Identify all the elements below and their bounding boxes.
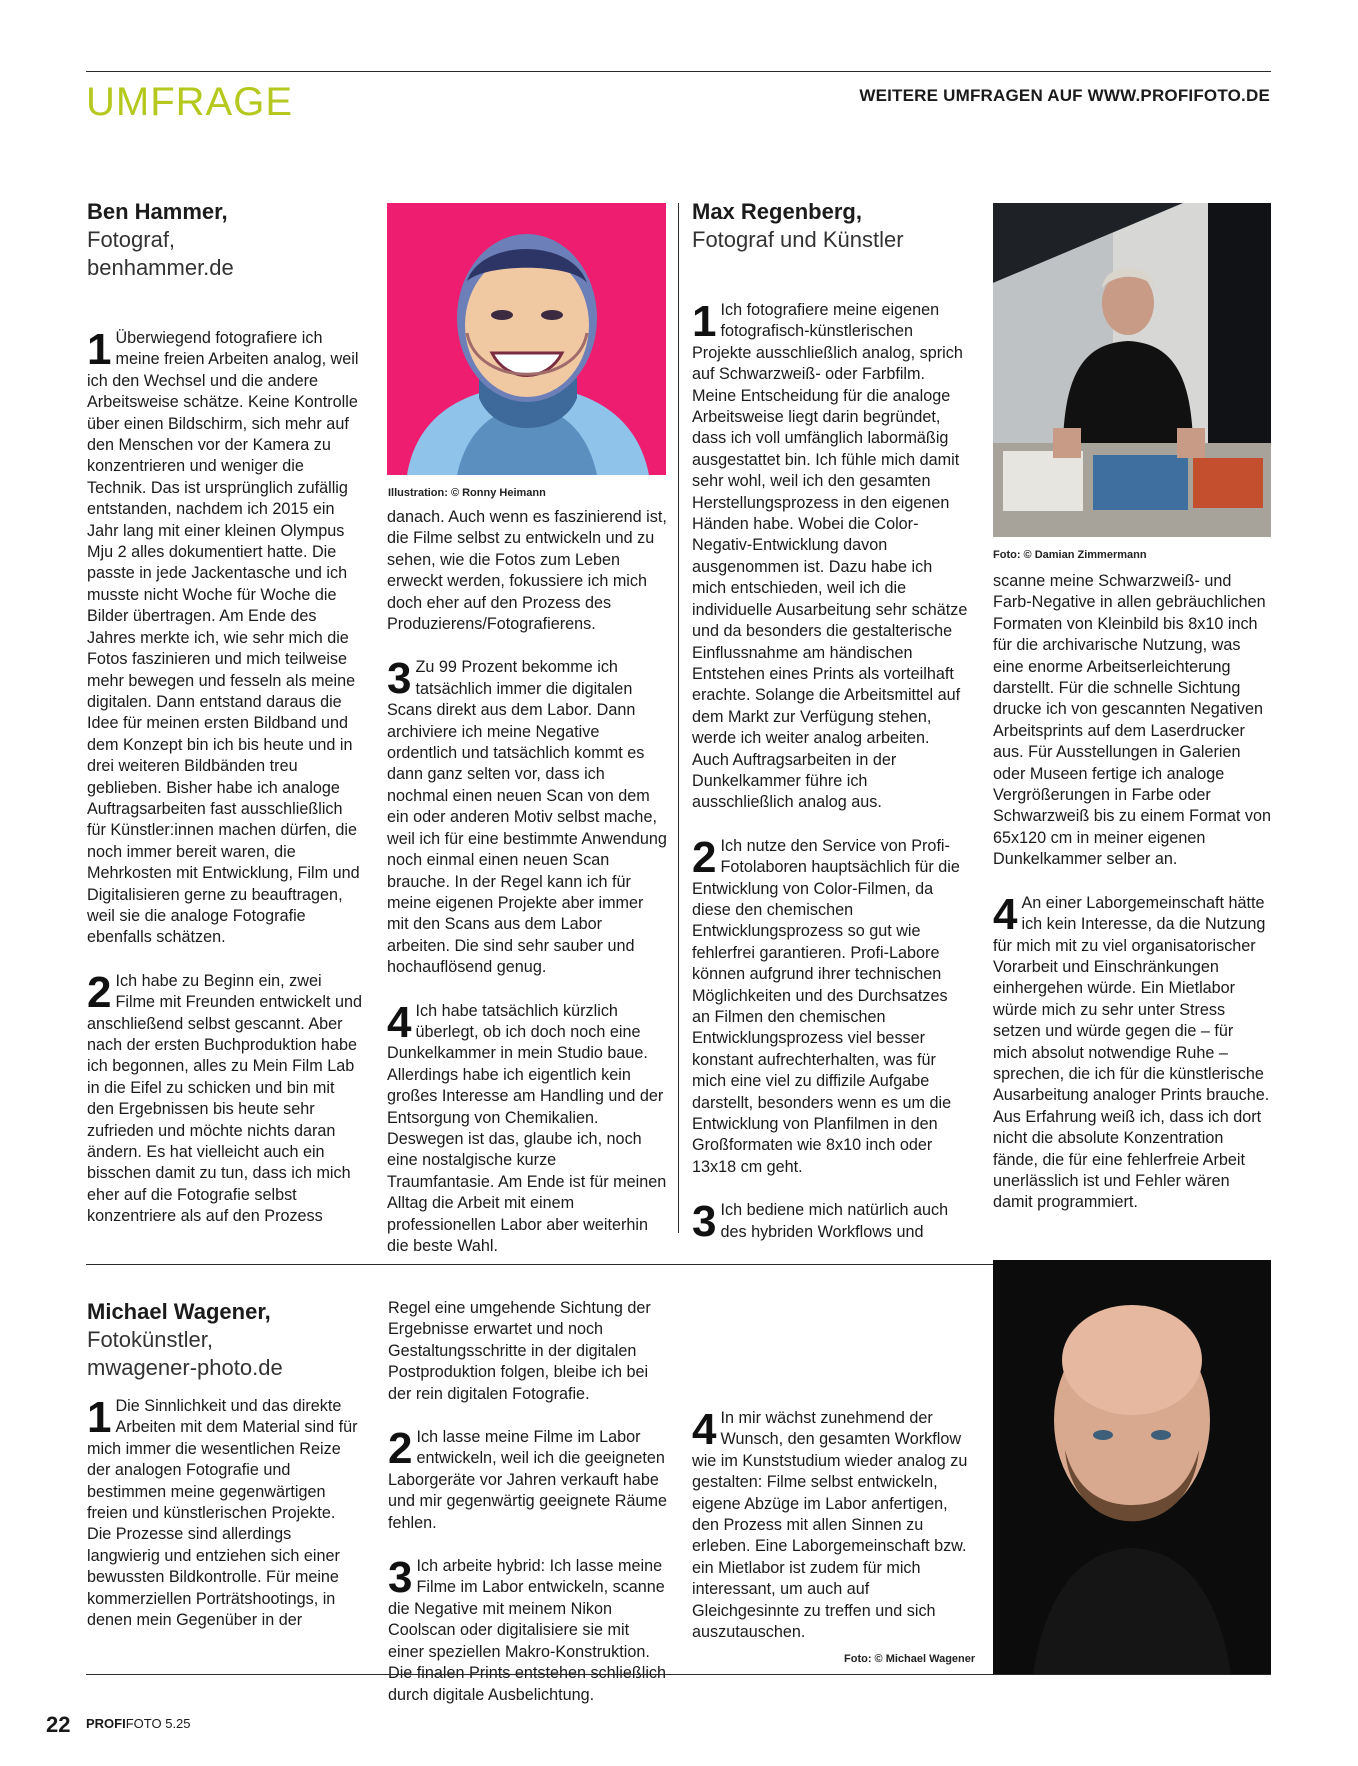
michael-answer-2 (388, 1424, 668, 1534)
michael-answer-1-continued: Regel eine umgehende Sichtung der Ergebnisse erwartet und noch Gestaltungsschritte in der digitalen Postproduktion folgen, bleibe ich bei der rein digitalen Fotografie. (388, 1299, 651, 1403)
section-label: UMFRAGE (86, 80, 293, 124)
max-answer-3-continued: scanne meine Schwarzweiß- und Farb-Negative in allen gebräuchlichen Formaten von Kleinbild bis 8x10 inch für die archivarische Nutzung, was eine enorme Arbeitserleichterung darstellt. Für die schnelle Sichtung drucke ich von gescannten Negativen Arbeitsprints auf dem Laserdrucker aus. Für Ausstellungen in Galerien oder Museen fertige ich analoge Vergrößerungen in Farbe oder Schwarzweiß bis zu einem Format von 65x120 cm in meiner eigenen Dunkelkammer selber an. (993, 572, 1271, 869)
ben-name: Ben Hammer, (87, 199, 228, 224)
max-answer-2 (692, 832, 970, 1179)
magazine-name-bold: PROFI (86, 1716, 126, 1731)
max-column-1 (692, 198, 970, 1265)
answer-number-3: 3 (388, 1553, 413, 1603)
michael-website[interactable]: mwagener-photo.de (87, 1355, 283, 1380)
ben-answer-3 (387, 654, 667, 978)
max-photo-caption: Foto: © Damian Zimmermann (993, 549, 1147, 561)
michael-column-1 (87, 1298, 363, 1653)
answer-number-3: 3 (387, 654, 412, 704)
answer-number-2: 2 (87, 967, 112, 1017)
ben-illustration-caption: Illustration: © Ronny Heimann (388, 487, 546, 499)
michael-portrait-photo (993, 1260, 1271, 1674)
ben-answer-4-text: Ich habe tatsächlich kürzlich überlegt, ob ich doch noch eine Dunkelkammer in mein Studio baue. Allerdings habe ich eigentlich kein großes Interesse am Handling und der Entsorgung von Chemikalien. Deswegen ist das, glaube ich, noch eine nostalgische kurze Traumfantasie. Am Ende ist für meinen Alltag die Arbeit mit einem professionellen Labor aber weiterhin die beste Wahl. (387, 1001, 667, 1255)
ben-website[interactable]: benhammer.de (87, 255, 234, 280)
max-photo (993, 203, 1271, 537)
answer-number-3: 3 (692, 1197, 717, 1247)
michael-answer-2-text: Ich lasse meine Filme im Labor entwickeln, weil ich die geeigneten Laborgeräte vor Jahren verkauft habe und mir gegenwärtig geeignete Räume fehlen. (388, 1428, 667, 1532)
max-answer-1-text: Ich fotografiere meine eigenen fotografisch-künstlerischen Projekte ausschließlich analog, sprich auf Schwarzweiß- oder Farbfilm. Meine Entscheidung für die analoge Arbeitsweise liegt darin begründet, dass ich voll umfänglich labormäßig ausgestattet bin. Ich fühle mich damit sehr wohl, weil ich den gesamten Herstellungsprozess in den eigenen Händen habe. Wobei die Color-Negativ-Entwicklung davon ausgenommen ist. Dazu habe ich mich entschieden, weil ich die individuelle Ausarbeitung sehr schätze und da besonders die gestalterische Einflussnahme am händischen Entstehen eines Prints als vorteilhaft erachte. Solange die Arbeitsmittel auf dem Markt zur Verfügung stehen, werde ich weiter analog arbeiten. Auch Auftragsarbeiten in der Dunkelkammer führe ich ausschließlich analog aus. (692, 301, 968, 812)
top-rule (86, 71, 1271, 72)
answer-number-1: 1 (87, 325, 112, 374)
max-answer-3 (692, 1197, 970, 1247)
max-answer-4 (993, 889, 1271, 1214)
michael-answer-4 (692, 1405, 970, 1643)
max-answer-2-text: Ich nutze den Service von Profi-Fotolaboren hauptsächlich für die Entwicklung von Color-Filmen, da diese den chemischen Entwicklungsprozess so gut wie fehlerfrei garantieren. Profi-Labore können aufgrund ihrer technischen Möglichkeiten und des Durchsatzes an Filmen den chemischen Entwicklungsprozess viel besser konstant aufrechterhalten, was für mich eine viel zu diffizile Aufgabe darstellt, besonders wenn es um die Entwicklung von Planfilmen in den Großformaten wie 8x10 inch oder 13x18 cm geht. (692, 836, 960, 1176)
ben-answer-1 (87, 325, 363, 949)
michael-photo-caption: Foto: © Michael Wagener (844, 1653, 976, 1665)
ben-illustration (387, 203, 666, 475)
max-answer-4-text: An einer Laborgemeinschaft hätte ich kein Interesse, da die Nutzung für mich mit zu viel organisatorischer Vorarbeit und Einschränkungen einhergehen würde. Ein Mietlabor würde mich zu sehr unter Stress setzen und würde gegen die – für mich absolut notwendige Ruhe – sprechen, die ich für die künstlerische Ausarbeitung analoger Prints brauche. Aus Erfahrung weiß ich, dass ich dort nicht die absolute Konzentration fände, die für eine fehlerfreie Arbeit unerlässlich ist und Fehler wären damit programmiert. (993, 893, 1270, 1212)
max-role: Fotograf und Künstler (692, 227, 904, 252)
ben-answer-3-text: Zu 99 Prozent bekomme ich tatsächlich immer die digitalen Scans direkt aus dem Labor. Dann archiviere ich meine Negative ordentlich und tatsächlich kommt es dann ganz selten vor, dass ich nochmal einen neuen Scan von dem ein oder anderen Motiv selbst mache, weil ich für eine bestimmte Anwendung noch einmal einen neuen Scan brauche. In der Regel kann ich für meine eigenen Projekte aber immer mit den Scans aus dem Labor arbeiten. Die sind sehr sauber und hochauflösend genug. (387, 658, 667, 977)
ben-answer-2-text: Ich habe zu Beginn ein, zwei Filme mit Freunden entwickelt und anschließend selbst gescannt. Aber nach der ersten Buchproduktion habe ich begonnen, alles zu Mein Film Lab in die Eifel zu schicken und bin mit den Ergebnissen bis heute sehr zufrieden und möchte nichts daran ändern. Es hat vielleicht auch ein bisschen damit zu tun, dass ich mich eher auf die Fotografie selbst konzentriere als auf den Prozess (87, 971, 362, 1226)
max-answer-1 (692, 297, 970, 814)
answer-number-1: 1 (692, 297, 717, 346)
ben-answer-1-text: Überwiegend fotografiere ich meine freien Arbeiten analog, weil ich den Wechsel und die andere Arbeitsweise schätze. Keine Kontrolle über einen Bildschirm, sich mehr auf den Menschen vor der Kamera zu konzentrieren und weniger die Technik. Das ist ursprünglich zufällig entstanden, nachdem ich 2015 ein Jahr lang mit einer kleinen Olympus Mju 2 alles dokumentiert hatte. Die passte in jede Jackentasche und ich musste nicht Woche für Woche die Bilder übertragen. Am Ende des Jahres merkte ich, wie sehr mich die Fotos faszinieren und mich teilweise mehr bewegen und fesseln als meine digitalen. Dann entstand daraus die Idee für meinen ersten Bildband und dem Konzept bin ich bis heute und in drei weiteren Bildbänden treu geblieben. Bisher habe ich analoge Auftragsarbeiten fast ausschließlich für Künstler:innen machen dürfen, die noch immer bereit waren, die Mehrkosten mit Entwicklung, Film und Digitalisieren gerne zu beauftragen, weil sie die analoge Fotografie ebenfalls schätzen. (87, 329, 360, 947)
bottom-rule (86, 1674, 1271, 1675)
answer-number-2: 2 (388, 1424, 413, 1474)
ben-answer-2 (87, 967, 363, 1228)
ben-answer-4 (387, 997, 667, 1258)
michael-answer-3-text: Ich arbeite hybrid: Ich lasse meine Filme im Labor entwickeln, scanne die Negative mit meinem Nikon Coolscan oder digitalisiere sie mit einer speziellen Makro-Konstruktion. Die finalen Prints entstehen schließlich durch digitale Ausbelichtung. (388, 1557, 667, 1704)
michael-column-3 (692, 1298, 970, 1665)
magazine-issue (86, 1716, 191, 1731)
ben-column-1 (87, 198, 363, 1250)
michael-column-2 (388, 1298, 668, 1728)
max-portrait-photo (993, 203, 1271, 537)
michael-role: Fotokünstler, (87, 1327, 213, 1352)
answer-number-1: 1 (87, 1393, 112, 1442)
max-answer-3-text: Ich bediene mich natürlich auch des hybriden Workflows und (720, 1201, 949, 1241)
answer-number-4: 4 (387, 997, 412, 1047)
answer-number-4: 4 (993, 889, 1018, 939)
page-number: 22 (46, 1712, 71, 1737)
michael-name: Michael Wagener, (87, 1299, 271, 1324)
max-column-2 (993, 571, 1271, 1236)
michael-photo (993, 1260, 1271, 1674)
ben-portrait-illustration (387, 203, 666, 475)
michael-answer-3-start (388, 1553, 668, 1706)
answer-number-2: 2 (692, 832, 717, 882)
more-surveys-link[interactable]: WEITERE UMFRAGEN AUF WWW.PROFIFOTO.DE (859, 86, 1270, 105)
michael-answer-1-text: Die Sinnlichkeit und das direkte Arbeiten mit dem Material sind für mich immer die wesentlichen Reize der analogen Fotografie und bestimmen meine gegenwärtigen freien und künstlerischen Projekte. Die Prozesse sind allerdings langwierig und entziehen sich einer bewussten Bildkontrolle. Für meine kommerziellen Porträtshootings, in denen mein Gegenüber in der (87, 1397, 358, 1630)
ben-column-2 (387, 507, 667, 1279)
magazine-issue-label: FOTO 5.25 (125, 1716, 191, 1731)
ben-role: Fotograf, (87, 227, 176, 252)
ben-answer-2-continued: danach. Auch wenn es faszinierend ist, die Filme selbst zu entwickeln und zu sehen, wie die Fotos zum Leben erweckt werden, fokussiere ich mich doch eher auf den Prozess des Produzierens/Fotografierens. (387, 508, 667, 634)
michael-answer-1 (87, 1393, 363, 1631)
michael-answer-4-text: In mir wächst zunehmend der Wunsch, den gesamten Workflow wie im Kunststudium wieder analog zu gestalten: Filme selbst entwickeln, eigene Abzüge im Labor anfertigen, den Prozess mit allen Sinnen zu erleben. Eine Laborgemeinschaft bzw. ein Mietlabor ist zudem für mich interessant, um auch auf Gleichgesinnte zu treffen und sich auszutauschen. (692, 1409, 968, 1642)
max-name: Max Regenberg, (692, 199, 862, 224)
answer-number-4: 4 (692, 1405, 717, 1454)
column-divider (678, 203, 679, 1233)
